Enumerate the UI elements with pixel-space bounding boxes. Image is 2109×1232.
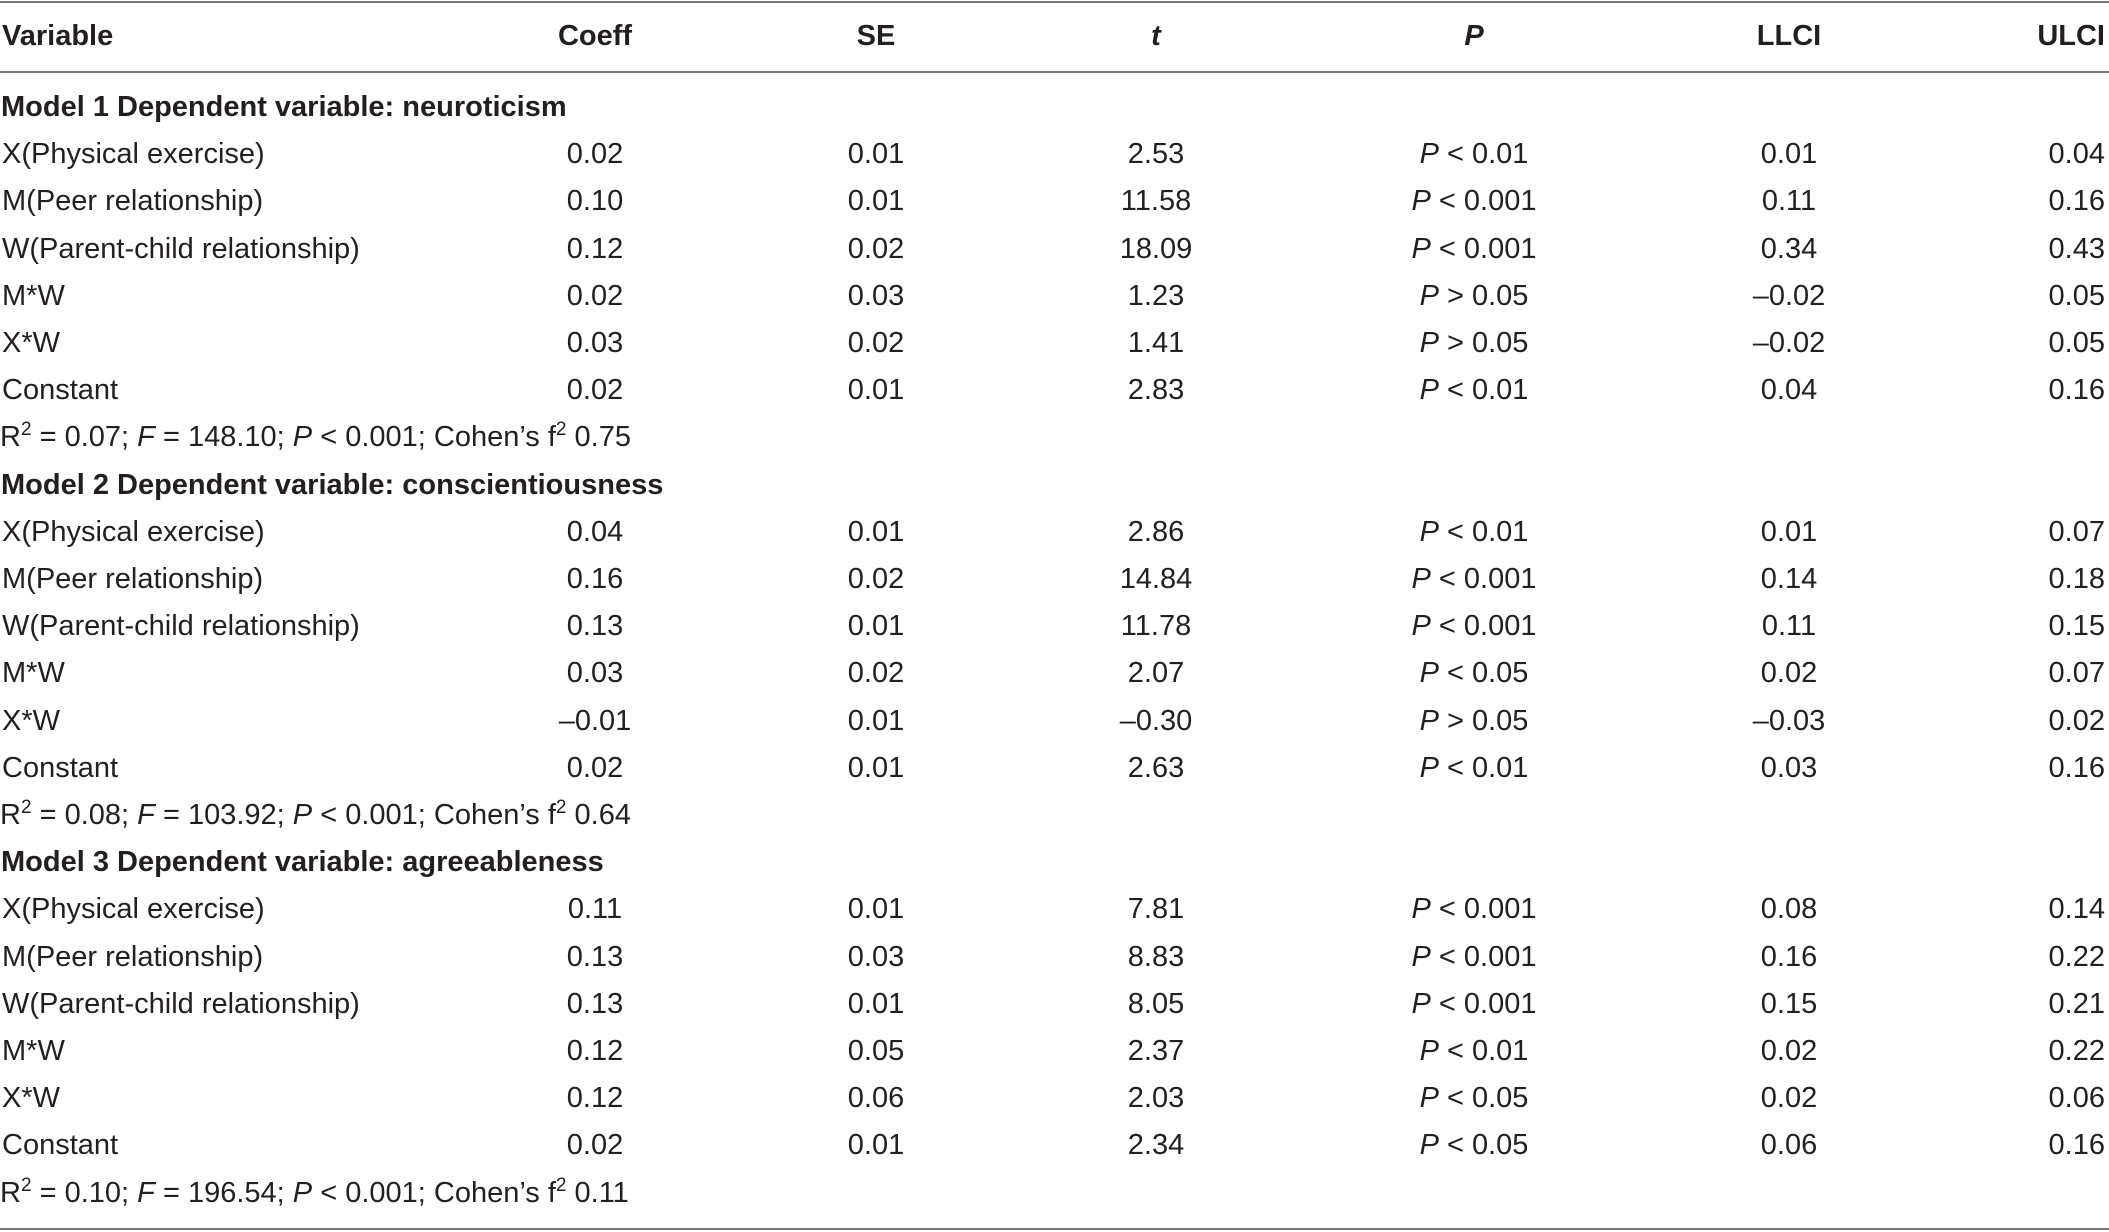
coeff-cell: 0.02 bbox=[566, 1129, 624, 1162]
coeff-cell: 0.02 bbox=[566, 138, 624, 171]
p-operator: > bbox=[1446, 279, 1464, 312]
model-title-row bbox=[0, 84, 2109, 131]
f-value: 148.10 bbox=[187, 421, 277, 454]
coeff-cell: 0.12 bbox=[566, 1082, 624, 1115]
p-cell bbox=[1412, 886, 1537, 933]
coeff-cell: 0.03 bbox=[566, 327, 624, 359]
se-cell: 0.03 bbox=[847, 940, 905, 973]
p-operator: < bbox=[320, 421, 338, 454]
p-operator: > bbox=[1446, 704, 1464, 737]
p-cell bbox=[1412, 178, 1537, 225]
p-cell bbox=[1412, 934, 1537, 981]
variable-cell: M*W bbox=[2, 657, 65, 690]
se-cell: 0.01 bbox=[847, 751, 905, 784]
p-operator: < bbox=[1446, 374, 1464, 407]
ulci-cell: 0.22 bbox=[2048, 940, 2105, 973]
ulci-cell: 0.16 bbox=[2048, 185, 2105, 218]
p-cell bbox=[1412, 981, 1537, 1028]
table-header-row bbox=[0, 1, 2109, 71]
table-row bbox=[0, 1075, 2109, 1122]
se-cell: 0.02 bbox=[847, 232, 905, 265]
t-cell: 2.63 bbox=[1127, 751, 1185, 784]
p-cell bbox=[1412, 603, 1537, 650]
llci-cell: 0.01 bbox=[1760, 138, 1818, 171]
header-coeff: Coeff bbox=[557, 20, 633, 52]
p-value: 0.001 bbox=[1463, 610, 1537, 643]
model-stats-row bbox=[0, 792, 2109, 839]
variable-cell: W(Parent-child relationship) bbox=[2, 987, 360, 1020]
header-se: SE bbox=[856, 20, 896, 52]
se-cell: 0.02 bbox=[847, 563, 905, 595]
p-value: 0.01 bbox=[1471, 374, 1529, 407]
coeff-cell: 0.03 bbox=[566, 657, 624, 690]
t-cell: 1.41 bbox=[1127, 327, 1185, 359]
model-title: Model 2 Dependent variable: conscientiousness bbox=[1, 468, 664, 501]
p-value: 0.05 bbox=[1471, 657, 1529, 690]
variable-cell: M*W bbox=[2, 279, 65, 312]
se-cell: 0.03 bbox=[847, 279, 905, 312]
f-value: 196.54 bbox=[187, 1176, 277, 1209]
coeff-cell: 0.02 bbox=[566, 374, 624, 407]
se-cell: 0.01 bbox=[847, 610, 905, 643]
llci-cell: 0.04 bbox=[1760, 374, 1818, 407]
llci-cell: 0.08 bbox=[1760, 893, 1818, 926]
p-value: 0.001 bbox=[1463, 232, 1537, 265]
ulci-cell: 0.07 bbox=[2048, 515, 2105, 548]
variable-cell: M(Peer relationship) bbox=[2, 940, 264, 973]
p-cell bbox=[1420, 320, 1529, 367]
ulci-cell: 0.15 bbox=[2048, 610, 2105, 643]
header-t: t bbox=[1151, 20, 1161, 52]
table-row bbox=[0, 556, 2109, 603]
ulci-cell: 0.04 bbox=[2048, 138, 2105, 171]
variable-cell: X*W bbox=[2, 1082, 60, 1115]
table-row bbox=[0, 273, 2109, 320]
t-cell: 18.09 bbox=[1119, 232, 1193, 265]
p-operator: < bbox=[1446, 657, 1464, 690]
t-cell: 2.53 bbox=[1127, 138, 1185, 171]
coeff-cell: 0.10 bbox=[566, 185, 624, 218]
p-cell bbox=[1412, 226, 1537, 273]
ulci-cell: 0.16 bbox=[2048, 751, 2105, 784]
p-operator: < bbox=[1438, 610, 1456, 643]
ulci-cell: 0.18 bbox=[2048, 563, 2105, 595]
p-symbol: P bbox=[1419, 1129, 1439, 1162]
se-cell: 0.02 bbox=[847, 327, 905, 359]
p-operator: < bbox=[1446, 138, 1464, 171]
variable-cell: X*W bbox=[2, 704, 60, 737]
p-symbol: P bbox=[1419, 657, 1439, 690]
se-cell: 0.01 bbox=[847, 515, 905, 548]
llci-cell: 0.11 bbox=[1761, 610, 1817, 643]
se-cell: 0.01 bbox=[847, 138, 905, 171]
model-stats-row bbox=[0, 414, 2109, 461]
coeff-cell: 0.12 bbox=[566, 232, 624, 265]
table-row bbox=[0, 178, 2109, 225]
variable-cell: W(Parent-child relationship) bbox=[2, 610, 360, 643]
llci-cell: 0.02 bbox=[1760, 1035, 1818, 1067]
ulci-cell: 0.06 bbox=[2048, 1082, 2105, 1115]
t-cell: 14.84 bbox=[1119, 563, 1193, 595]
table-row bbox=[0, 320, 2109, 367]
p-operator: < bbox=[1438, 940, 1456, 973]
p-value: 0.01 bbox=[1471, 751, 1529, 784]
p-symbol: P bbox=[1411, 563, 1431, 595]
llci-cell: –0.02 bbox=[1752, 327, 1826, 359]
se-cell: 0.01 bbox=[847, 1129, 905, 1162]
ulci-cell: 0.21 bbox=[2048, 987, 2105, 1020]
p-cell bbox=[1420, 131, 1529, 178]
p-value: 0.001 bbox=[1463, 987, 1537, 1020]
ulci-cell: 0.16 bbox=[2048, 1129, 2105, 1162]
t-cell: 2.83 bbox=[1127, 374, 1185, 407]
p-value: 0.001 bbox=[345, 421, 418, 454]
variable-cell: Constant bbox=[2, 751, 119, 784]
coeff-cell: 0.02 bbox=[566, 279, 624, 312]
p-symbol: P bbox=[1419, 1035, 1439, 1067]
t-cell: 2.37 bbox=[1127, 1035, 1185, 1067]
llci-cell: 0.14 bbox=[1760, 563, 1818, 595]
header-ulci: ULCI bbox=[2037, 20, 2105, 52]
llci-cell: 0.15 bbox=[1760, 987, 1818, 1020]
p-symbol: P bbox=[1411, 185, 1431, 218]
llci-cell: 0.02 bbox=[1760, 657, 1818, 690]
p-cell bbox=[1420, 1075, 1529, 1122]
t-cell: 2.07 bbox=[1127, 657, 1185, 690]
p-value: 0.05 bbox=[1471, 1129, 1529, 1162]
p-operator: < bbox=[1446, 751, 1464, 784]
table-bottom-rule bbox=[0, 1228, 2109, 1230]
coeff-cell: 0.13 bbox=[566, 987, 624, 1020]
header-variable: Variable bbox=[2, 20, 114, 52]
p-symbol: P bbox=[1411, 893, 1431, 926]
p-operator: > bbox=[1446, 327, 1464, 359]
p-operator: < bbox=[1438, 893, 1456, 926]
header-p: P bbox=[1464, 20, 1484, 52]
coeff-cell: 0.13 bbox=[566, 610, 624, 643]
model-title: Model 1 Dependent variable: neuroticism bbox=[1, 91, 567, 123]
p-cell bbox=[1420, 650, 1529, 697]
coeff-cell: 0.12 bbox=[566, 1035, 624, 1067]
llci-cell: –0.03 bbox=[1752, 704, 1826, 737]
p-cell bbox=[1420, 745, 1529, 792]
p-value: 0.001 bbox=[1463, 563, 1537, 595]
ulci-cell: 0.43 bbox=[2048, 232, 2105, 265]
t-cell: 2.86 bbox=[1127, 515, 1185, 548]
p-value: 0.01 bbox=[1471, 515, 1529, 548]
p-value: 0.01 bbox=[1471, 138, 1529, 171]
ulci-cell: 0.05 bbox=[2048, 327, 2105, 359]
ulci-cell: 0.16 bbox=[2048, 374, 2105, 407]
p-operator: < bbox=[1446, 1035, 1464, 1067]
p-value: 0.001 bbox=[345, 799, 418, 831]
p-value: 0.001 bbox=[345, 1176, 418, 1209]
p-symbol: P bbox=[1411, 232, 1431, 265]
f-value: 103.92 bbox=[187, 799, 277, 831]
variable-cell: W(Parent-child relationship) bbox=[2, 232, 360, 265]
variable-cell: M(Peer relationship) bbox=[2, 563, 264, 595]
p-symbol: P bbox=[1419, 279, 1439, 312]
model-title: Model 3 Dependent variable: agreeableness bbox=[1, 846, 604, 879]
table-row bbox=[0, 367, 2109, 414]
variable-cell: M*W bbox=[2, 1035, 65, 1067]
cohen-f2-value: 0.75 bbox=[574, 421, 631, 454]
llci-cell: 0.16 bbox=[1760, 940, 1818, 973]
coeff-cell: 0.13 bbox=[566, 940, 624, 973]
llci-cell: 0.06 bbox=[1760, 1129, 1818, 1162]
p-value: 0.05 bbox=[1471, 327, 1529, 359]
ulci-cell: 0.22 bbox=[2048, 1035, 2105, 1067]
t-cell: 7.81 bbox=[1127, 893, 1185, 926]
p-symbol: P bbox=[1419, 1082, 1439, 1115]
p-value: 0.001 bbox=[1463, 893, 1537, 926]
p-symbol: P bbox=[1411, 987, 1431, 1020]
variable-cell: Constant bbox=[2, 374, 119, 407]
variable-cell: M(Peer relationship) bbox=[2, 185, 264, 218]
t-cell: 8.83 bbox=[1127, 940, 1185, 973]
variable-cell: X(Physical exercise) bbox=[2, 893, 265, 926]
cohen-f2-value: 0.11 bbox=[574, 1176, 629, 1209]
p-operator: < bbox=[1446, 515, 1464, 548]
t-cell: –0.30 bbox=[1119, 704, 1193, 737]
p-operator: < bbox=[320, 1176, 338, 1209]
p-operator: < bbox=[1438, 185, 1456, 218]
r2-value: 0.07 bbox=[64, 421, 122, 454]
p-operator: < bbox=[1446, 1082, 1464, 1115]
ulci-cell: 0.14 bbox=[2048, 893, 2105, 926]
p-symbol: P bbox=[1411, 610, 1431, 643]
table-row bbox=[0, 650, 2109, 697]
p-cell bbox=[1420, 1028, 1529, 1075]
ulci-cell: 0.05 bbox=[2048, 279, 2105, 312]
r2-value: 0.10 bbox=[64, 1176, 122, 1209]
llci-cell: 0.11 bbox=[1761, 185, 1817, 218]
model-title-row bbox=[0, 462, 2109, 509]
p-operator: < bbox=[320, 799, 338, 831]
model-stats: $R^2 = 0.08$; F = 103.92; P < 0.001; Cohen’s $f^2$ 0.64 bbox=[0, 797, 631, 831]
p-operator: < bbox=[1438, 987, 1456, 1020]
t-cell: 1.23 bbox=[1127, 279, 1185, 312]
p-operator: < bbox=[1438, 563, 1456, 595]
se-cell: 0.01 bbox=[847, 893, 905, 926]
p-operator: < bbox=[1438, 232, 1456, 265]
p-symbol: P bbox=[1419, 515, 1439, 548]
table-row bbox=[0, 603, 2109, 650]
model-stats: $R^2 = 0.07$; F = 148.10; P < 0.001; Cohen’s $f^2$ 0.75 bbox=[0, 419, 631, 454]
p-cell bbox=[1420, 698, 1529, 745]
llci-cell: 0.34 bbox=[1760, 232, 1818, 265]
coeff-cell: 0.02 bbox=[566, 751, 624, 784]
p-symbol: P bbox=[1419, 374, 1439, 407]
p-value: 0.05 bbox=[1471, 279, 1529, 312]
coeff-cell: –0.01 bbox=[558, 704, 632, 737]
ulci-cell: 0.07 bbox=[2048, 657, 2105, 690]
t-cell: 11.78 bbox=[1120, 610, 1192, 643]
se-cell: 0.06 bbox=[847, 1082, 905, 1115]
p-symbol: P bbox=[1419, 138, 1439, 171]
table-row bbox=[0, 981, 2109, 1028]
ulci-cell: 0.02 bbox=[2048, 704, 2105, 737]
table-row bbox=[0, 745, 2109, 792]
p-value: 0.001 bbox=[1463, 185, 1537, 218]
p-cell bbox=[1420, 273, 1529, 320]
p-cell bbox=[1420, 1122, 1529, 1169]
variable-cell: Constant bbox=[2, 1129, 119, 1162]
se-cell: 0.01 bbox=[847, 704, 905, 737]
header-llci: LLCI bbox=[1756, 20, 1822, 52]
llci-cell: –0.02 bbox=[1752, 279, 1826, 312]
p-symbol: P bbox=[1419, 704, 1439, 737]
t-cell: 2.03 bbox=[1127, 1082, 1185, 1115]
r2-value: 0.08 bbox=[64, 799, 122, 831]
header-rule bbox=[0, 71, 2109, 73]
llci-cell: 0.02 bbox=[1760, 1082, 1818, 1115]
coeff-cell: 0.11 bbox=[567, 893, 623, 926]
model-title-row bbox=[0, 839, 2109, 886]
llci-cell: 0.01 bbox=[1760, 515, 1818, 548]
coeff-cell: 0.04 bbox=[566, 515, 624, 548]
se-cell: 0.02 bbox=[847, 657, 905, 690]
p-cell bbox=[1412, 556, 1537, 603]
model-stats-row bbox=[0, 1170, 2109, 1217]
table-row bbox=[0, 1028, 2109, 1075]
model-stats: $R^2 = 0.10$; F = 196.54; P < 0.001; Cohen’s $f^2$ 0.11 bbox=[0, 1174, 629, 1209]
table-row bbox=[0, 1122, 2109, 1169]
table-row bbox=[0, 509, 2109, 556]
table-row bbox=[0, 886, 2109, 933]
variable-cell: X(Physical exercise) bbox=[2, 515, 265, 548]
t-cell: 8.05 bbox=[1127, 987, 1185, 1020]
coeff-cell: 0.16 bbox=[566, 563, 624, 595]
table-row bbox=[0, 934, 2109, 981]
p-value: 0.01 bbox=[1471, 1035, 1529, 1067]
p-symbol: P bbox=[1419, 751, 1439, 784]
p-symbol: P bbox=[1419, 327, 1439, 359]
se-cell: 0.01 bbox=[847, 374, 905, 407]
se-cell: 0.01 bbox=[847, 987, 905, 1020]
p-operator: < bbox=[1446, 1129, 1464, 1162]
se-cell: 0.05 bbox=[847, 1035, 905, 1067]
p-cell bbox=[1420, 367, 1529, 414]
variable-cell: X*W bbox=[2, 327, 60, 359]
p-value: 0.001 bbox=[1463, 940, 1537, 973]
cohen-f2-value: 0.64 bbox=[574, 799, 631, 831]
table-row bbox=[0, 698, 2109, 745]
p-cell bbox=[1420, 509, 1529, 556]
table-row bbox=[0, 131, 2109, 178]
p-value: 0.05 bbox=[1471, 704, 1529, 737]
table-row bbox=[0, 226, 2109, 273]
p-symbol: P bbox=[1411, 940, 1431, 973]
p-value: 0.05 bbox=[1471, 1082, 1529, 1115]
se-cell: 0.01 bbox=[847, 185, 905, 218]
variable-cell: X(Physical exercise) bbox=[2, 138, 265, 171]
t-cell: 2.34 bbox=[1127, 1129, 1185, 1162]
t-cell: 11.58 bbox=[1120, 185, 1192, 218]
llci-cell: 0.03 bbox=[1760, 751, 1818, 784]
